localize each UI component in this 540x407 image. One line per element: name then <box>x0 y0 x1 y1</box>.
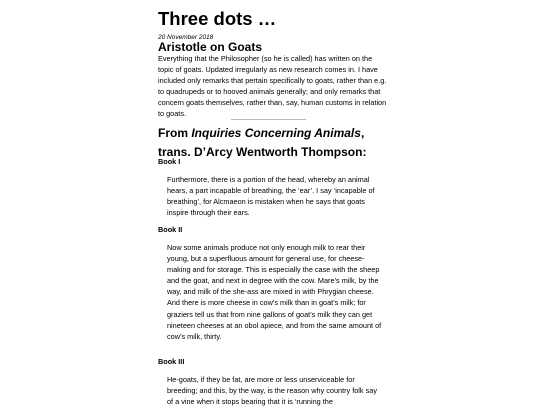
post-date: 20 November 2018 <box>158 34 214 41</box>
book-quote-3 <box>167 374 385 407</box>
section-heading <box>158 124 390 162</box>
post-title[interactable]: Aristotle on Goats <box>158 40 263 54</box>
book-heading-3: Book III <box>158 357 185 366</box>
section-heading-suffix: , trans. D’Arcy Wentworth Thompson: <box>158 126 367 159</box>
book-quote-2-text: Now some animals produce not only enough milk to rear their young, but a superfluous amount for general use, for cheese-making and for storage. This is especially the case with the sheep and the goat, and next in degree with the cow. Mare’s milk, by the way, and milk of the she-ass are mixed in with Phrygian cheese. And there is more cheese in cow’s milk than in goat’s milk; for graziers tell us that from nine gallons of goat’s milk they can get nineteen cheeses at an obol apiece, and from the same amount of cow’s milk, thirty. <box>167 243 382 341</box>
book-quote-1 <box>167 174 385 218</box>
book-quote-3-text: He-goats, if they be fat, are more or less unserviceable for breeding; and this, by the way, is the reason why country folk say of a vine when it stops bearing that it is ‘running the <box>167 375 377 407</box>
book-heading-2: Book II <box>158 225 183 234</box>
site-title[interactable]: Three dots … <box>158 8 277 29</box>
divider <box>231 119 306 120</box>
book-heading-1: Book I <box>158 157 181 166</box>
book-quote-1-text: Furthermore, there is a portion of the head, whereby an animal hears, a part incapable of breathing, the ‘ear’. I say ‘incapable of breathing’, for Alcmaeon is mistaken when he says that goats inspire through their ears. <box>167 175 375 218</box>
section-heading-work: Inquiries Concerning Animals <box>191 126 361 140</box>
post-intro: Everything that the Philosopher (so he is called) has written on the topic of goats. Updated irregularly as new research comes in. I have included only remarks that pertain specifically to goats, rather than e.g. to quadrupeds or to hooved animals generally; and only remarks that concern goats themselves, rather than, say, human customs in relation to goats. <box>158 54 387 119</box>
section-heading-prefix: From <box>158 126 192 140</box>
book-quote-2 <box>167 242 385 342</box>
